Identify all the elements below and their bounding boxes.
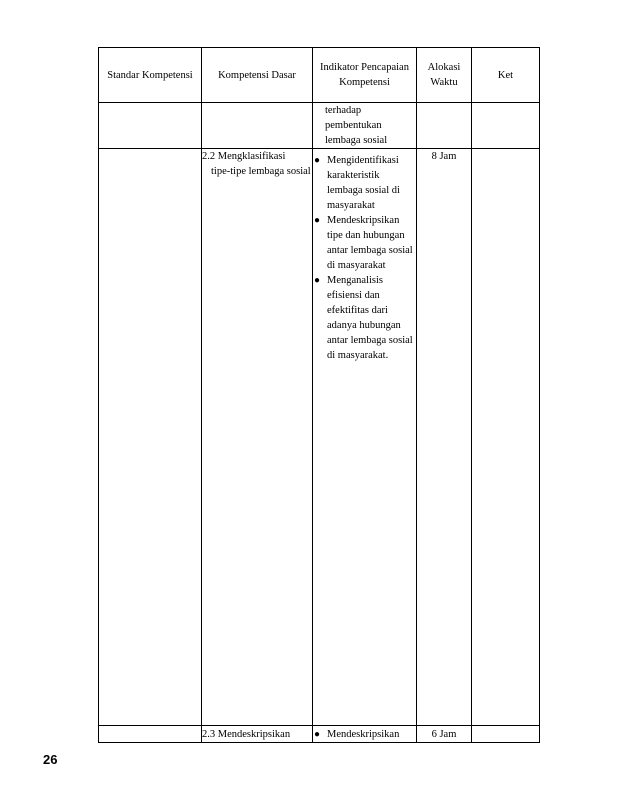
- indikator-continued-text: terhadap pembentukan lembaga sosial: [325, 105, 388, 146]
- kd-number: 2.2 Mengklasifikasi: [202, 151, 286, 162]
- cell-indikator: [313, 149, 417, 726]
- header-kompetensi-dasar: Kompetensi Dasar: [202, 48, 313, 103]
- list-item: ● Mengidentifikasi karakteristik lembaga sosial di masyarakat: [314, 155, 400, 211]
- cell-standar: [99, 103, 202, 149]
- bullet-icon: ●: [314, 275, 321, 286]
- kd-text: tipe-tipe lembaga sosial: [211, 166, 311, 177]
- header-alokasi-waktu: Alokasi Waktu: [417, 48, 472, 103]
- header-indikator: Indikator Pencapaian Kompetensi: [313, 48, 417, 103]
- header-row: [99, 48, 540, 103]
- header-standar-kompetensi: Standar Kompetensi: [99, 48, 202, 103]
- cell-alokasi: 6 Jam: [417, 726, 472, 743]
- table-row-2-3: [99, 726, 540, 743]
- bullet-icon: ●: [314, 215, 321, 226]
- indikator-list: [313, 726, 416, 742]
- bullet-icon: ●: [314, 729, 321, 740]
- page-number: 26: [43, 752, 58, 767]
- table-row-continued: [99, 103, 540, 149]
- table-row-2-2: [99, 149, 540, 726]
- cell-kd: [202, 726, 313, 743]
- cell-ket: [472, 726, 540, 743]
- cell-kd: [202, 103, 313, 149]
- bullet-icon: ●: [314, 155, 321, 166]
- cell-alokasi: [417, 103, 472, 149]
- list-item: ● Menganalisis efisiensi dan efektifitas dari adanya hubungan antar lembaga sosial di masyarakat.: [314, 275, 413, 361]
- list-item: ● Mendeskripsikan: [314, 729, 400, 740]
- header-ket: Ket: [472, 48, 540, 103]
- cell-alokasi: 8 Jam: [417, 149, 472, 726]
- list-item: ● Mendeskripsikan tipe dan hubungan antar lembaga sosial di masyarakat: [314, 215, 413, 271]
- cell-kd: [202, 149, 313, 726]
- kd-number: 2.3 Mendeskripsikan: [202, 729, 291, 740]
- syllabus-table: [98, 47, 540, 743]
- cell-indikator: [313, 726, 417, 743]
- cell-standar: [99, 149, 202, 726]
- cell-ket: [472, 103, 540, 149]
- cell-standar: [99, 726, 202, 743]
- cell-ket: [472, 149, 540, 726]
- indikator-list: [313, 149, 416, 363]
- cell-indikator: [313, 103, 417, 149]
